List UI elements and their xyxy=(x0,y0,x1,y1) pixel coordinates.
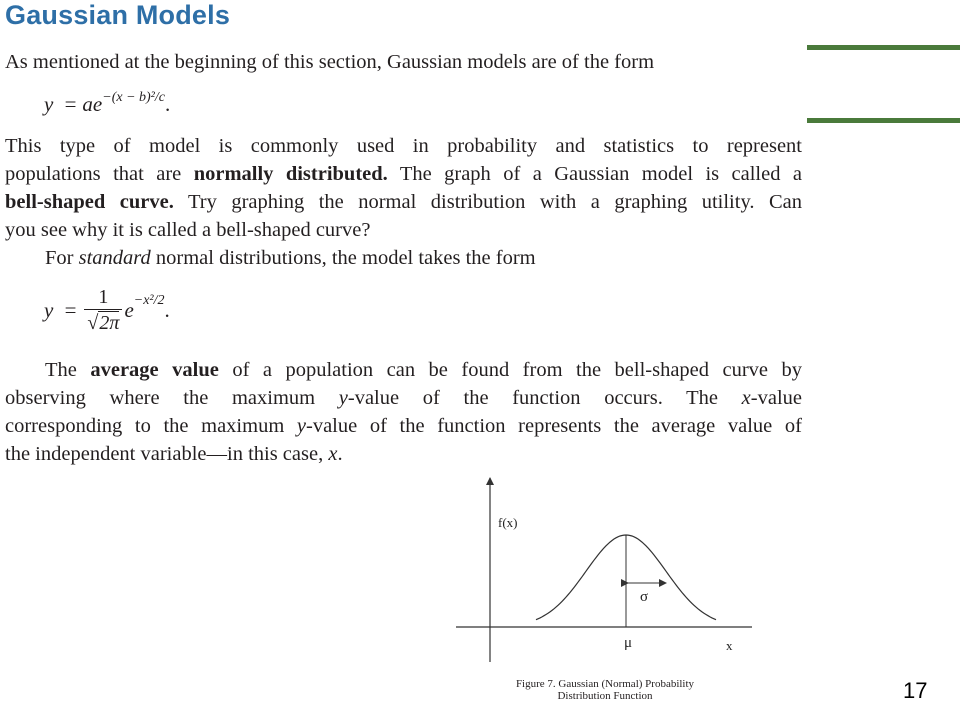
average-line-4: the independent variable—in this case, x. xyxy=(5,443,343,465)
average-line-3: corresponding to the maximum y-value of the function represents the average value of xyxy=(5,415,802,437)
term-standard: standard xyxy=(78,247,151,269)
figure-caption xyxy=(470,678,740,702)
eq1-exponent: −(x − b)²/c xyxy=(102,90,165,105)
term-normally-distributed: normally distributed. xyxy=(193,163,388,185)
eq2-lhs: y xyxy=(44,298,54,322)
description-line-3: bell-shaped curve. Try graphing the normal distribution with a graphing utility. Can xyxy=(5,191,803,213)
eq1-equals: = xyxy=(64,92,77,116)
caption-line-1: Figure 7. Gaussian (Normal) Probability xyxy=(515,678,695,690)
page-number: 17 xyxy=(903,678,928,703)
eq2-exponent: −x²/2 xyxy=(133,292,165,308)
description-line-2: populations that are normally distributed. The graph of a Gaussian model is called a xyxy=(5,163,802,185)
eq2-base: e xyxy=(124,298,134,322)
eq2-period: . xyxy=(164,298,170,322)
eq2-equals: = xyxy=(64,298,77,322)
intro-paragraph: As mentioned at the beginning of this section, Gaussian models are of the form xyxy=(5,51,655,73)
y-axis-label: f(x) xyxy=(498,515,518,530)
term-average-value: average value xyxy=(90,359,219,381)
eq2-numerator: 1 xyxy=(98,286,109,308)
x-axis-label: x xyxy=(726,638,733,653)
eq1-base: ae xyxy=(82,92,103,116)
eq1-period: . xyxy=(164,92,171,116)
eq2-sqrt-symbol: √ xyxy=(87,312,99,334)
eq2-denominator: 2π xyxy=(99,312,120,334)
term-bell-shaped-curve: bell-shaped curve. xyxy=(5,191,174,213)
average-line-1: The average value of a population can be found from the bell-shaped curve by xyxy=(45,359,803,381)
description-line-5: For standard normal distributions, the model takes the form xyxy=(45,247,536,269)
mean-label: μ xyxy=(624,635,633,651)
description-line-1: This type of model is commonly used in probability and statistics to represent xyxy=(5,135,802,157)
eq1-lhs: y xyxy=(44,92,54,116)
page-title: Gaussian Models xyxy=(5,0,231,30)
sigma-label: σ xyxy=(640,589,649,605)
description-line-4: you see why it is called a bell-shaped curve? xyxy=(5,219,371,241)
caption-line-2: Distribution Function xyxy=(557,690,653,702)
average-line-2: observing where the maximum y-value of the function occurs. The x-value xyxy=(5,387,802,409)
